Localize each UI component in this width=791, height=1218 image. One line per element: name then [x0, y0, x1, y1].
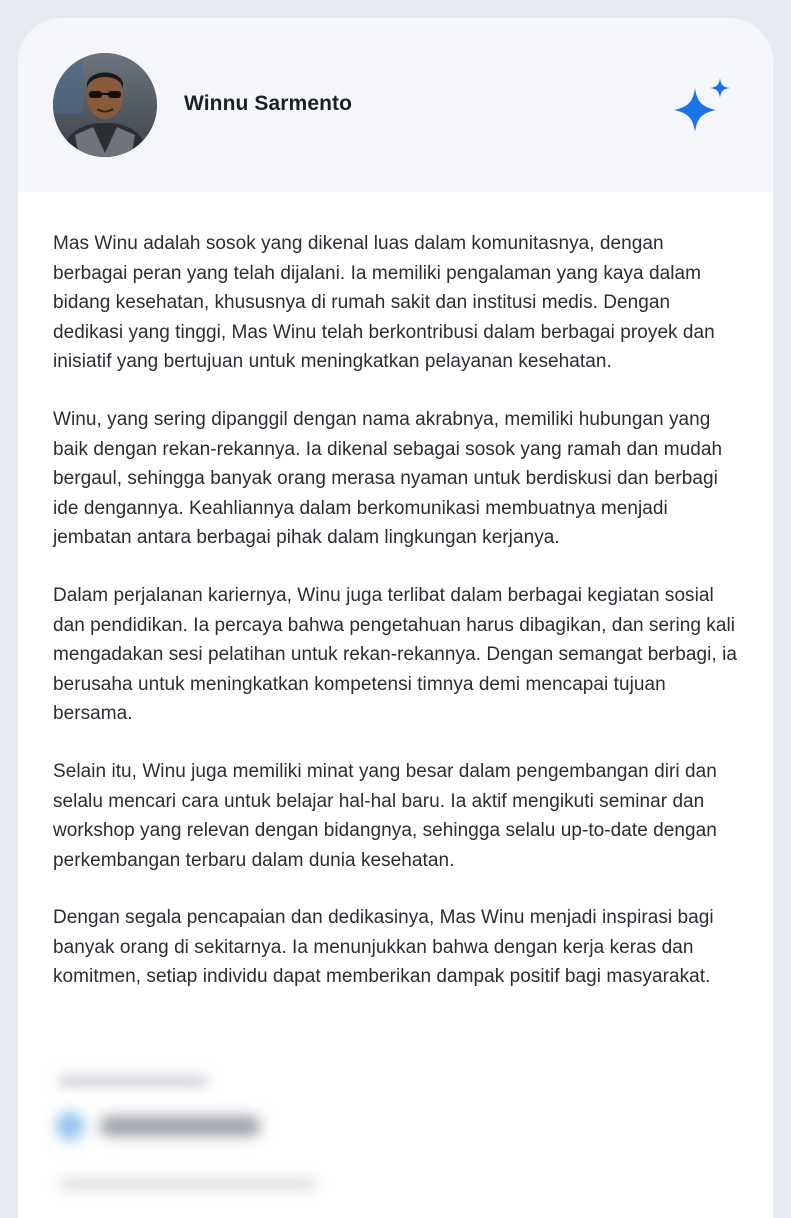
avatar[interactable] — [53, 53, 157, 157]
blurred-label — [100, 1116, 260, 1136]
profile-card — [18, 18, 773, 1218]
blurred-content — [58, 1076, 208, 1086]
profile-name[interactable]: Winnu Sarmento — [184, 92, 353, 115]
paragraph: Dalam perjalanan kariernya, Winu juga terlibat dalam berbagai kegiatan sosial dan pendidikan. Ia percaya bahwa pengetahuan harus dibagikan, dan sering kali mengadakan sesi pelatihan untuk rekan-rekannya. Dengan semangat berbagi, ia berusaha untuk meningkatkan kompetensi timnya demi mencapai tujuan bersama. — [53, 584, 737, 725]
avatar-photo — [53, 53, 157, 157]
biography-text — [53, 229, 743, 1020]
paragraph: Winu, yang sering dipanggil dengan nama akrabnya, memiliki hubungan yang baik dengan rekan-rekannya. Ia dikenal sebagai sosok yang ramah dan mudah bergaul, sehingga banyak orang merasa nyaman untuk berdiskusi dan berbagi ide dengannya. Keahliannya dalam berkomunikasi membuatnya menjadi jembatan antara berbagai pihak dalam lingkungan kerjanya. — [53, 408, 723, 549]
paragraph: Selain itu, Winu juga memiliki minat yang besar dalam pengembangan diri dan selalu mencari cara untuk belajar hal-hal baru. Ia aktif mengikuti seminar dan workshop yang relevan dengan bidangnya, sehingga selalu up-to-date dengan perkembangan terbaru dalam dunia kesehatan. — [53, 760, 717, 871]
sparkle-icon[interactable] — [672, 76, 734, 134]
paragraph: Dengan segala pencapaian dan dedikasinya, Mas Winu menjadi inspirasi bagi banyak orang di sekitarnya. Ia menunjukkan bahwa dengan kerja keras dan komitmen, setiap individu dapat memberikan dampak positif bagi masyarakat. — [53, 907, 714, 988]
paragraph: Mas Winu adalah sosok yang dikenal luas dalam komunitasnya, dengan berbagai peran yang telah dijalani. Ia memiliki pengalaman yang kaya dalam bidang kesehatan, khususnya di rumah sakit dan institusi medis. Dengan dedikasi yang tinggi, Mas Winu telah berkontribusi dalam berbagai proyek dan inisiatif yang bertujuan untuk meningkatkan pelayanan kesehatan. — [53, 233, 715, 373]
blurred-footer — [48, 1106, 308, 1146]
blurred-content — [58, 1178, 318, 1190]
profile-header — [18, 18, 773, 192]
blurred-icon — [56, 1112, 84, 1140]
